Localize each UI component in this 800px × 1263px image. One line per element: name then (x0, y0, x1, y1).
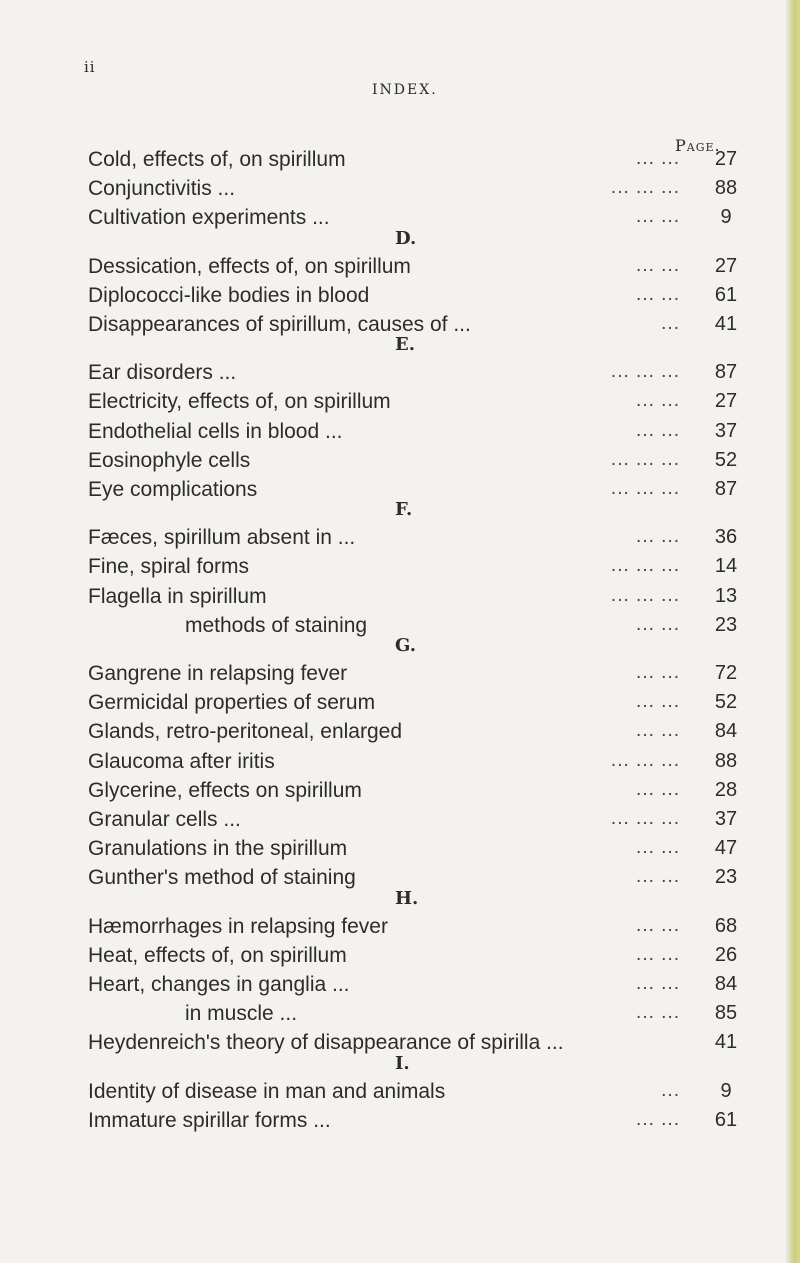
leader-dots: ... ... ... (610, 478, 680, 499)
entry-text: Ear disorders ... (88, 361, 237, 385)
entry-page-number: 61 (714, 1108, 738, 1131)
leader-dots: ... ... (636, 1108, 680, 1130)
entry-page-number: 28 (714, 778, 738, 801)
leader-dots: ... ... ... (610, 749, 680, 771)
entry-page-number: 27 (714, 254, 738, 277)
entry-page-number: 41 (714, 1031, 738, 1054)
section-letter: H. (395, 887, 419, 909)
leader-dots: ... ... (636, 613, 680, 635)
leader-dots: ... ... (636, 778, 680, 800)
entry-text: Glycerine, effects on spirillum (88, 778, 362, 802)
section-letter: I. (395, 1052, 410, 1074)
page-number: ii (84, 58, 96, 76)
entry-text: Diplococci-like bodies in blood (88, 283, 370, 307)
entry-page-number: 13 (714, 584, 738, 607)
section-letter: F. (395, 499, 413, 521)
leader-dots: ... ... (636, 254, 680, 276)
entry-text: Eosinophyle cells (88, 448, 251, 472)
entry-page-number: 9 (720, 206, 732, 229)
entry-text: Glands, retro-peritoneal, enlarged (88, 720, 403, 744)
leader-dots: ... ... (636, 206, 680, 228)
entry-text: Gunther's method of staining (88, 866, 356, 890)
entry-page-number: 41 (714, 313, 738, 335)
entry-page-number: 52 (714, 691, 738, 714)
entry-text: Granular cells ... (88, 808, 241, 831)
leader-dots: ... (661, 1079, 680, 1101)
entry-page-number: 27 (714, 148, 738, 170)
entry-text: Heart, changes in ganglia ... (88, 973, 350, 996)
entry-text: methods of staining (185, 613, 368, 637)
running-head: INDEX. (372, 82, 438, 98)
leader-dots: ... ... (636, 283, 680, 305)
leader-dots: ... ... (636, 866, 680, 888)
leader-dots: ... ... ... (610, 448, 680, 470)
entry-page-number: 23 (714, 866, 738, 889)
entry-text: Heydenreich's theory of disappearance of spirilla ... (88, 1031, 564, 1055)
leader-dots: ... ... (636, 914, 680, 936)
entry-page-number: 72 (714, 662, 738, 684)
entry-text: Cultivation experiments ... (88, 206, 330, 230)
entry-text: Glaucoma after iritis (88, 749, 275, 773)
entry-text: Eye complications (88, 478, 258, 501)
entry-text: in muscle ... (185, 1002, 298, 1026)
leader-dots: ... ... (636, 720, 680, 742)
entry-text: Germicidal properties of serum (88, 691, 376, 715)
leader-dots: ... ... (636, 662, 680, 683)
entry-text: Conjunctivitis ... (88, 177, 236, 201)
entry-page-number: 36 (714, 526, 738, 549)
entry-page-number: 26 (714, 943, 738, 966)
entry-page-number: 84 (714, 720, 738, 743)
entry-page-number: 14 (714, 555, 738, 578)
section-letter: G. (395, 635, 416, 656)
entry-page-number: 52 (714, 448, 738, 471)
leader-dots: ... ... ... (610, 808, 680, 829)
entry-page-number: 9 (720, 1079, 732, 1102)
entry-text: Cold, effects of, on spirillum (88, 148, 346, 171)
entry-page-number: 37 (714, 808, 738, 830)
leader-dots: ... ... (636, 419, 680, 441)
leader-dots: ... ... (636, 837, 680, 859)
leader-dots: ... ... (636, 1002, 680, 1024)
entry-page-number: 37 (714, 419, 738, 442)
entry-page-number: 84 (714, 973, 738, 995)
leader-dots: ... ... (636, 526, 680, 548)
entry-text: Fæces, spirillum absent in ... (88, 526, 356, 550)
entry-text: Heat, effects of, on spirillum (88, 943, 347, 967)
entry-text: Immature spirillar forms ... (88, 1108, 331, 1132)
page-column-label: Page. (675, 136, 721, 155)
entry-page-number: 87 (714, 361, 738, 384)
entry-text: Flagella in spirillum (88, 584, 267, 608)
entry-text: Hæmorrhages in relapsing fever (88, 914, 388, 938)
leader-dots: ... ... ... (610, 177, 680, 199)
entry-page-number: 27 (714, 390, 738, 413)
entry-text: Fine, spiral forms (88, 555, 250, 579)
entry-page-number: 85 (714, 1002, 738, 1025)
leader-dots: ... ... (636, 148, 680, 169)
section-letter: E. (395, 334, 415, 356)
leader-dots: ... ... (636, 973, 680, 994)
entry-text: Endothelial cells in blood ... (88, 419, 343, 443)
entry-page-number: 88 (714, 749, 738, 772)
leader-dots: ... ... ... (610, 584, 680, 606)
entry-page-number: 23 (714, 613, 738, 636)
entry-page-number: 88 (714, 177, 738, 200)
entry-page-number: 61 (714, 283, 738, 306)
entry-text: Disappearances of spirillum, causes of ... (88, 313, 471, 336)
entry-text: Gangrene in relapsing fever (88, 662, 348, 685)
leader-dots: ... ... ... (610, 555, 680, 577)
entry-text: Electricity, effects of, on spirillum (88, 390, 391, 414)
entry-text: Granulations in the spirillum (88, 837, 348, 861)
entry-page-number: 87 (714, 478, 738, 500)
entry-page-number: 47 (714, 837, 738, 860)
leader-dots: ... ... ... (610, 361, 680, 383)
leader-dots: ... ... (636, 943, 680, 965)
leader-dots: ... (661, 313, 680, 334)
entry-text: Identity of disease in man and animals (88, 1079, 446, 1103)
leader-dots: ... ... (636, 691, 680, 713)
entry-page-number: 68 (714, 914, 738, 937)
entry-text: Dessication, effects of, on spirillum (88, 254, 411, 278)
leader-dots: ... ... (636, 390, 680, 412)
section-letter: D. (395, 227, 417, 249)
